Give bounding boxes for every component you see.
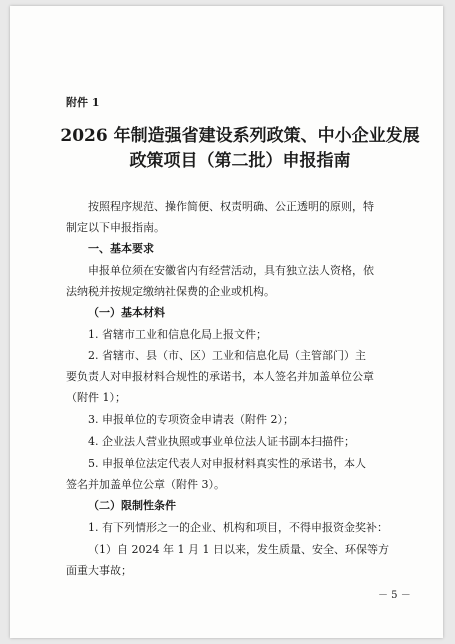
document-title <box>40 124 440 174</box>
text-line: （1）自 2024 年 1 月 1 日以来，发生质量、安全、环保等方 <box>88 543 389 556</box>
annex-label: 附件 1 <box>66 96 100 109</box>
restriction-item-1a <box>66 539 418 581</box>
text-line: （附件 1）； <box>66 391 126 404</box>
subheading-restrictions: （二）限制性条件 <box>88 499 176 512</box>
text-line: 按照程序规范、操作简便、权责明确、公正透明的原则，特 <box>88 200 374 213</box>
subheading-basic-materials: （一）基本材料 <box>88 306 165 319</box>
material-item-4: 4. 企业法人营业执照或事业单位法人证书副本扫描件； <box>88 435 355 448</box>
document-page <box>10 6 443 638</box>
text-line: 5. 申报单位法定代表人对申报材料真实性的承诺书，本人 <box>88 457 366 470</box>
material-item-2 <box>66 345 418 408</box>
text-line: 2. 省辖市、县（市、区）工业和信息化局（主管部门）主 <box>88 349 366 362</box>
intro-paragraph <box>66 196 418 238</box>
text-line: 法纳税并按规定缴纳社保费的企业或机构。 <box>66 285 275 298</box>
section1-paragraph <box>66 260 418 302</box>
page-number: － 5 － <box>378 590 411 601</box>
title-line: 政策项目（第二批）申报指南 <box>129 151 351 171</box>
text-line: 制定以下申报指南。 <box>66 221 165 234</box>
text-line: 签名并加盖单位公章（附件 3）。 <box>66 478 225 491</box>
text-line: 要负责人对申报材料合规性的承诺书，本人签名并加盖单位公章 <box>66 370 374 383</box>
text-line: 面重大事故； <box>66 564 132 577</box>
text-line: 申报单位须在安徽省内有经营活动，具有独立法人资格，依 <box>88 264 374 277</box>
section-heading-basic-requirements: 一、基本要求 <box>88 242 154 255</box>
title-line: 2026 年制造强省建设系列政策、中小企业发展 <box>60 126 420 146</box>
material-item-1: 1. 省辖市工业和信息化局上报文件； <box>88 328 267 341</box>
material-item-3: 3. 申报单位的专项资金申请表（附件 2）； <box>88 413 294 426</box>
material-item-5 <box>66 453 418 495</box>
restriction-item-1: 1. 有下列情形之一的企业、机构和项目，不得申报资金奖补： <box>88 521 388 534</box>
